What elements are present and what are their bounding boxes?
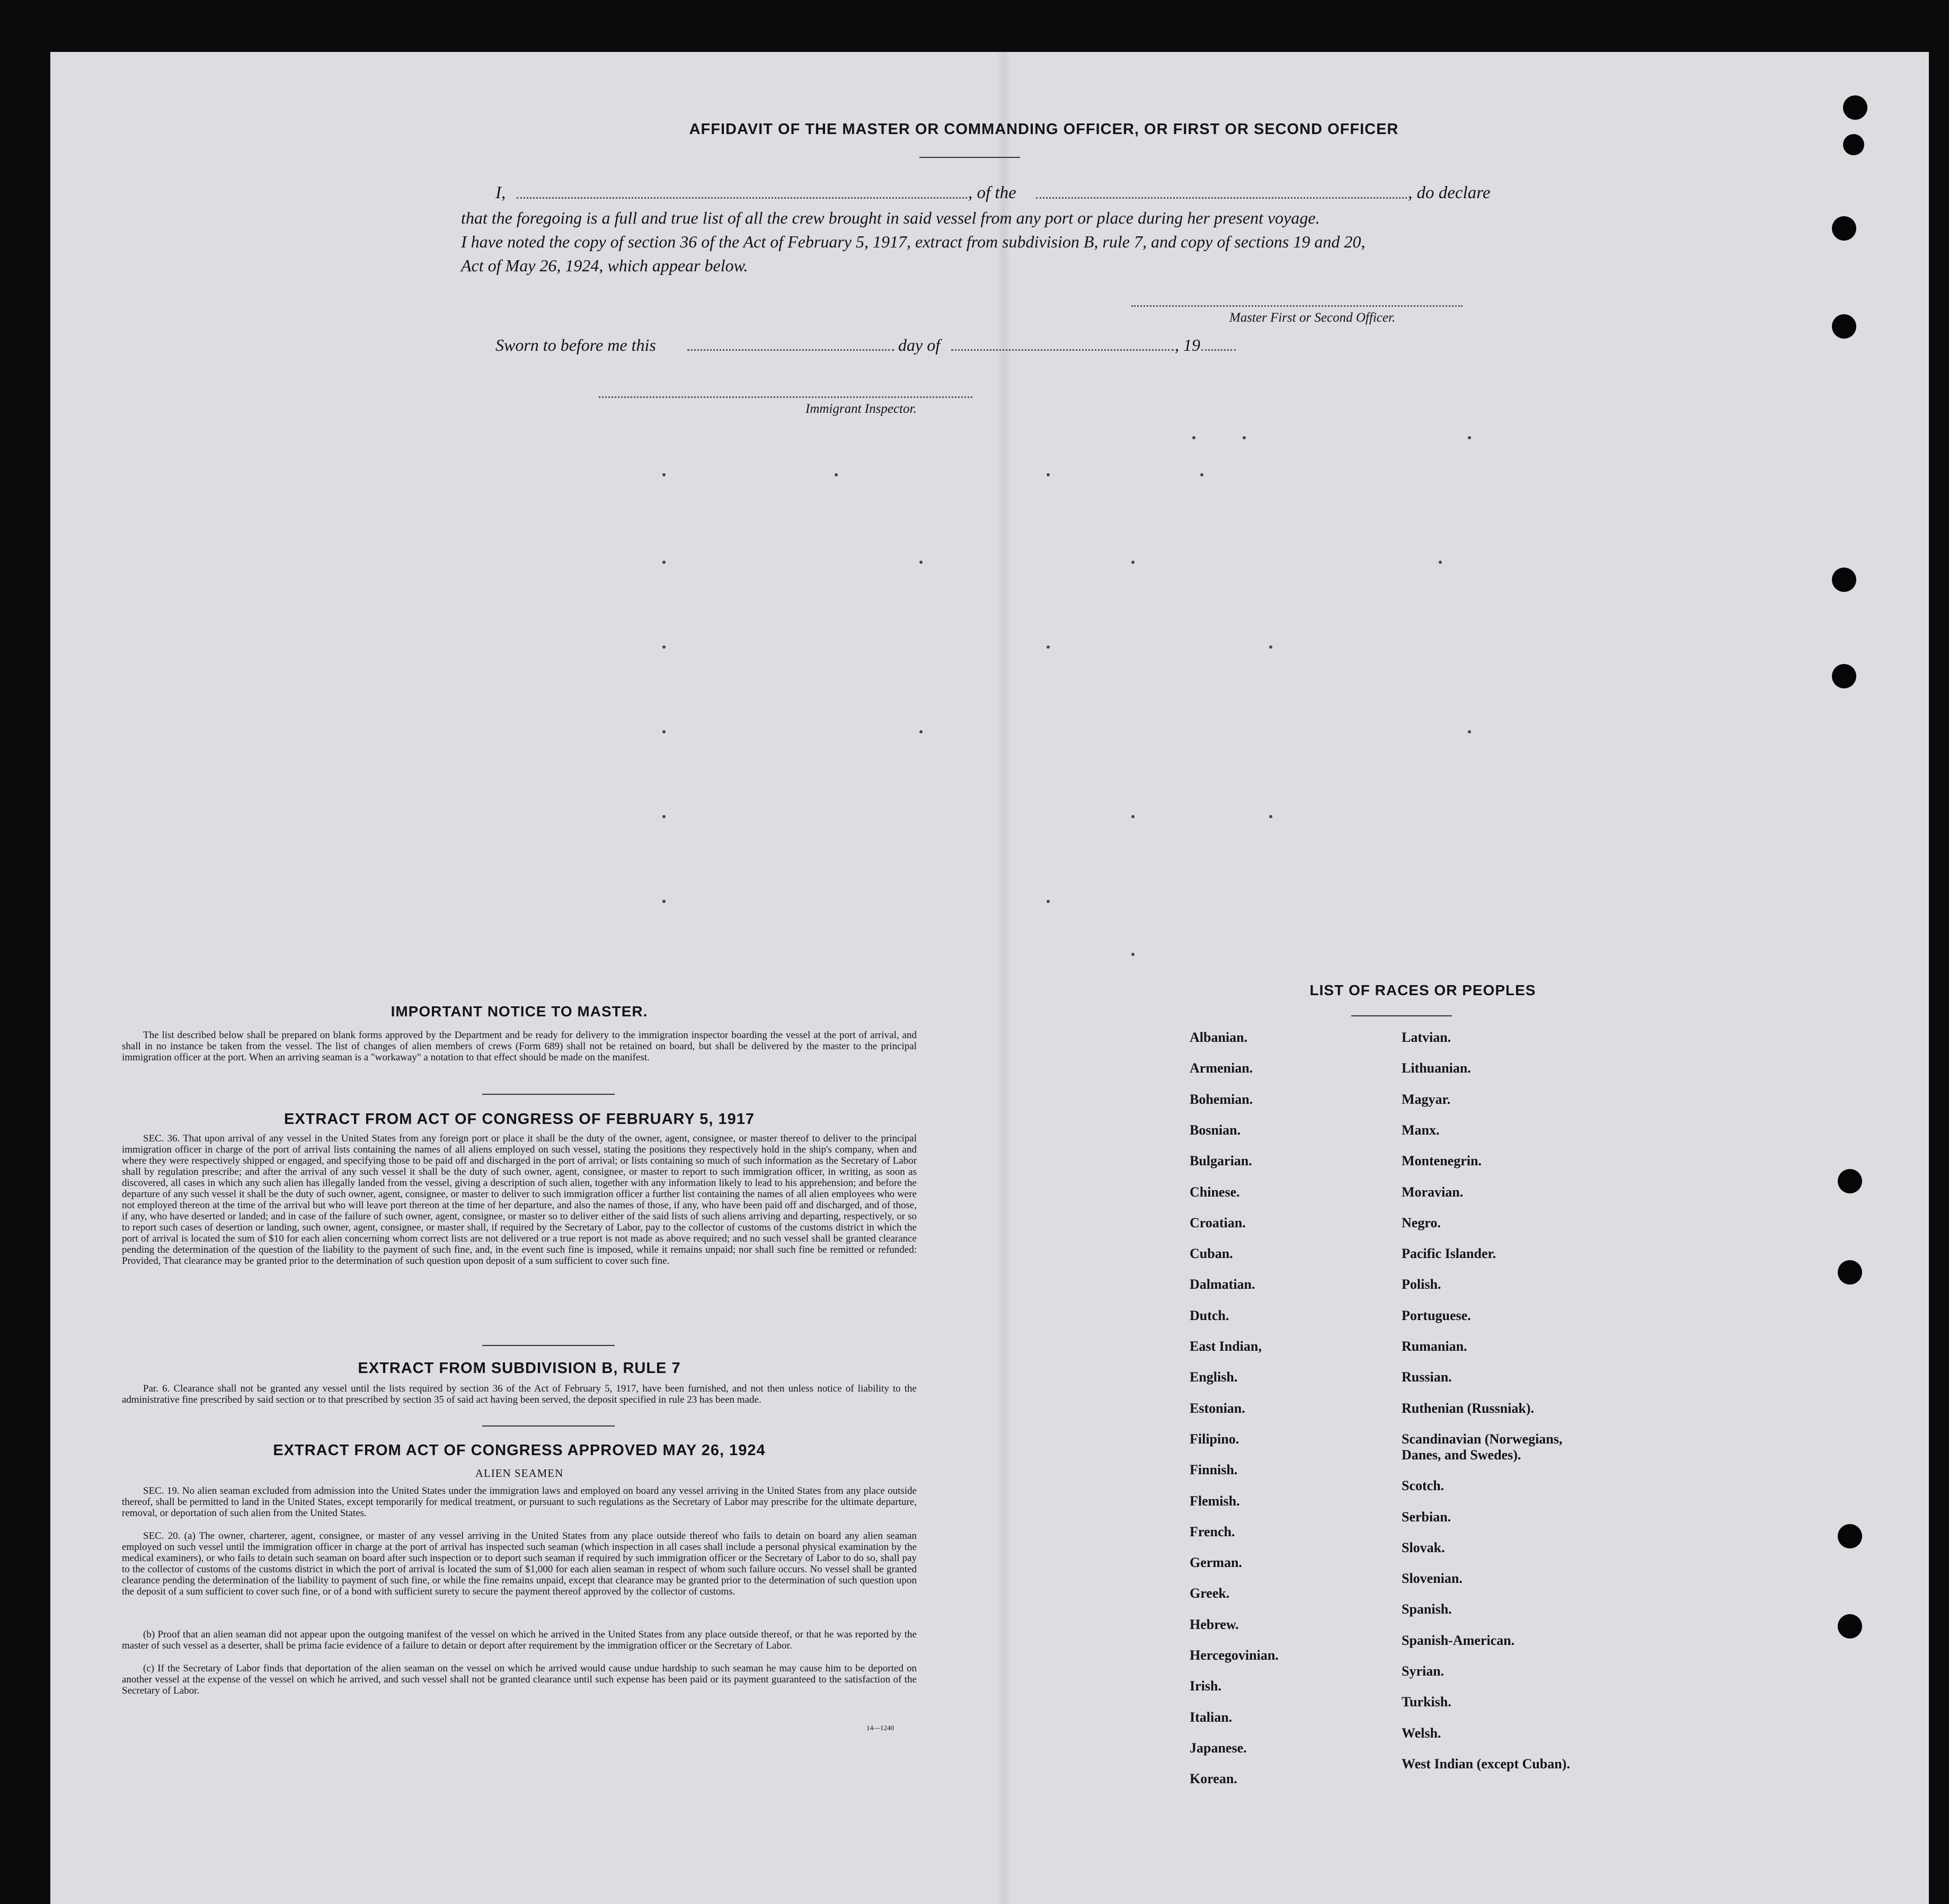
race-item: Negro.: [1402, 1215, 1441, 1230]
extract-1924-sec20c: (c) If the Secretary of Labor finds that deportation of the alien seaman on the vessel on which he arrived would cause undue hardship to such seaman he may cause him to be deported on another vessel at the expense of the vessel on which he arrived, and such vessel shall not be granted clearance until such expense has been paid or its payment guaranteed to the satisfaction of the Secretary of Labor.: [122, 1663, 917, 1696]
race-item: Bulgarian.: [1190, 1153, 1252, 1169]
notice-title: IMPORTANT NOTICE TO MASTER.: [391, 1003, 648, 1020]
races-title: LIST OF RACES OR PEOPLES: [1309, 982, 1536, 998]
divider: [482, 1345, 615, 1346]
extract-rule7-body: Par. 6. Clearance shall not be granted any vessel until the lists required by section 36 of the Act of February 5, 1917, have been furnished, and not then unless notice of liability to the administrative fine prescribed by said section or to that prescribed by section 35 of said act having been served, the deposit specified in rule 23 has been made.: [122, 1383, 917, 1405]
divider: [482, 1094, 615, 1095]
race-item: Dalmatian.: [1190, 1277, 1255, 1292]
race-item: Flemish.: [1190, 1493, 1240, 1509]
speck: [1047, 900, 1050, 903]
officer-signature-line: [1131, 305, 1463, 307]
race-item: Filipino.: [1190, 1431, 1239, 1447]
punch-hole: [1843, 95, 1867, 120]
vessel-blank: [1036, 197, 1407, 199]
speck: [1269, 815, 1272, 818]
race-item: Hercegovinian.: [1190, 1648, 1279, 1663]
officer-caption: Master First or Second Officer.: [1229, 311, 1396, 325]
race-item: Latvian.: [1402, 1030, 1451, 1045]
race-item: Italian.: [1190, 1709, 1233, 1725]
speck: [662, 730, 666, 733]
punch-hole: [1838, 1260, 1862, 1285]
speck: [1269, 645, 1272, 649]
affidavit-do-declare: , do declare: [1408, 183, 1491, 202]
race-item: Korean.: [1190, 1771, 1237, 1787]
divider: [482, 1425, 615, 1427]
affidavit-line-4: Act of May 26, 1924, which appear below.: [461, 256, 748, 275]
race-item: Irish.: [1190, 1678, 1221, 1694]
race-item: Lithuanian.: [1402, 1060, 1471, 1076]
race-item: Armenian.: [1190, 1060, 1253, 1076]
race-item: Dutch.: [1190, 1307, 1229, 1323]
punch-hole: [1838, 1524, 1862, 1548]
speck: [662, 900, 666, 903]
race-item: Serbian.: [1402, 1509, 1451, 1525]
speck: [1047, 645, 1050, 649]
punch-hole: [1832, 568, 1856, 592]
extract-1924-title: EXTRACT FROM ACT OF CONGRESS APPROVED MAY 26, 1924: [273, 1442, 766, 1459]
name-blank: [517, 197, 967, 199]
race-item: Montenegrin.: [1402, 1153, 1482, 1169]
inspector-caption: Immigrant Inspector.: [805, 402, 917, 416]
sworn-year-blank: [1201, 349, 1236, 351]
speck: [662, 645, 666, 649]
speck: [662, 473, 666, 476]
race-item: Welsh.: [1402, 1725, 1441, 1741]
race-item: Russian.: [1402, 1369, 1452, 1385]
notice-body: The list described below shall be prepared on blank forms approved by the Department and be ready for delivery to the immigration inspector boarding the vessel at the port of arrival, and shall in no instance be taken from the vessel. The list of changes of alien members of crews (Form 689) shall not be retained on board, but shall be delivered by the master to the principal immigration officer at the port. When an arriving seaman is a "workaway" a notation to that effect should be made on the manifest.: [122, 1030, 917, 1063]
speck: [919, 561, 923, 564]
race-item: Hebrew.: [1190, 1616, 1239, 1632]
punch-hole: [1832, 314, 1856, 339]
speck: [662, 561, 666, 564]
affidavit-line-2: that the foregoing is a full and true list of all the crew brought in said vessel from any port or place during her present voyage.: [461, 208, 1320, 227]
speck: [1192, 436, 1195, 439]
sworn-day-blank: [687, 349, 894, 351]
race-item: English.: [1190, 1369, 1238, 1385]
speck: [1468, 436, 1471, 439]
speck: [1243, 436, 1246, 439]
sworn-month-blank: [951, 349, 1174, 351]
race-item: Bosnian.: [1190, 1122, 1241, 1138]
speck: [1131, 953, 1135, 956]
extract-1924-sec20b: (b) Proof that an alien seaman did not appear upon the outgoing manifest of the vessel on which he arrived in the United States from any place outside thereof, or that he was reported by the master of such vessel as a deserter, shall be prima facie evidence of a failure to detain or deport after requirement by the immigration officer or the Secretary of Labor.: [122, 1629, 917, 1651]
race-item: French.: [1190, 1524, 1235, 1539]
race-item: Portuguese.: [1402, 1307, 1471, 1323]
race-item: West Indian (except Cuban).: [1402, 1756, 1570, 1772]
race-item: Ruthenian (Russniak).: [1402, 1400, 1534, 1416]
punch-hole: [1838, 1614, 1862, 1639]
affidavit-line-3: I have noted the copy of section 36 of the Act of February 5, 1917, extract from subdivision B, rule 7, and copy of sections 19 and 20,: [461, 232, 1366, 251]
speck: [1131, 561, 1135, 564]
extract-1924-subtitle: ALIEN SEAMEN: [475, 1467, 564, 1480]
affidavit-line-1: [495, 183, 1555, 205]
race-item: Bohemian.: [1190, 1091, 1253, 1107]
extract-rule7-title: EXTRACT FROM SUBDIVISION B, RULE 7: [358, 1360, 681, 1377]
race-item: Rumanian.: [1402, 1339, 1467, 1354]
affidavit-title: AFFIDAVIT OF THE MASTER OR COMMANDING OFFICER, OR FIRST OR SECOND OFFICER: [689, 121, 1399, 138]
race-item: Albanian.: [1190, 1030, 1248, 1045]
races-right-column: [1402, 1030, 1720, 1856]
race-item: Spanish.: [1402, 1601, 1452, 1617]
speck: [1439, 561, 1442, 564]
punch-hole: [1838, 1169, 1862, 1193]
race-item: Polish.: [1402, 1277, 1441, 1292]
sworn-line: [495, 335, 1290, 357]
punch-hole: [1843, 134, 1864, 155]
affidavit-of-the: , of the: [968, 183, 1016, 202]
race-item: Finnish.: [1190, 1462, 1238, 1478]
speck: [662, 815, 666, 818]
affidavit-i: I,: [495, 183, 506, 202]
race-item: Chinese.: [1190, 1184, 1240, 1200]
races-left-column: [1190, 1030, 1423, 1856]
race-item: East Indian,: [1190, 1339, 1262, 1354]
race-item: Manx.: [1402, 1122, 1440, 1138]
race-item: Greek.: [1190, 1586, 1230, 1601]
race-item: Croatian.: [1190, 1215, 1246, 1230]
race-item: Scandinavian (Norwegians,: [1402, 1431, 1563, 1447]
race-item: Japanese.: [1190, 1740, 1247, 1756]
race-item: Spanish-American.: [1402, 1632, 1515, 1648]
race-item: Cuban.: [1190, 1246, 1233, 1262]
extract-1917-body: SEC. 36. That upon arrival of any vessel in the United States from any foreign port or place it shall be the duty of the owner, agent, consignee, or master thereof to deliver to the principal immigration officer in charge of the port of arrival lists containing the names of all aliens employed on such vessel, stating the positions they respectively hold in the ship's company, when and where they were respectively shipped or engaged, and specifying those to be paid off and discharged in the port of arrival; or lists containing so much of such information as the Secretary of Labor shall by regulation prescribe; and after the arrival of any such vessel it shall be the duty of such owner, agent, consignee, or master to report to such immigration officer, in writing, as soon as discovered, all cases in which any such alien has illegally landed from the vessel, giving a description of such alien, together with any information likely to lead to his apprehension; and before the departure of any such vessel it shall be the duty of such owner, agent, consignee, or master to deliver to such immigration officer a further list containing the names of all alien employees who were not employed thereon at the time of the arrival but who will leave port thereon at the time of her departure, and also the names of those, if any, who have been paid off and discharged, and of those, if any, who have deserted or landed; and in case of the failure of such owner, agent, consignee, or master so to deliver either of the said lists of such aliens arriving and departing, respectively, or so to report such cases of desertion or landing, such owner, agent, consignee, or master shall, if required by the Secretary of Labor, pay to the collector of customs of the customs district in which the port of arrival is located the sum of $10 for each alien concerning whom correct lists are not delivered or a true report is not made as above required; and no such vessel shall be granted clearance pending the determination of the question of the liability to the payment of such fine, and, in the event such fine is imposed, while it remains unpaid; nor shall such fine be remitted or refunded: Provided, That clearance may be granted prior to the determination of such question upon deposit of a sum sufficient to cover such fine.: [122, 1133, 917, 1267]
speck: [1047, 473, 1050, 476]
race-item: Syrian.: [1402, 1663, 1445, 1679]
extract-1924-sec20a: SEC. 20. (a) The owner, charterer, agent, consignee, or master of any vessel arriving in the United States from any place outside thereof who fails to detain on board any alien seaman employed on such vessel until the immigration officer in charge at the port of arrival has inspected such seaman (which inspection in all cases shall include a personal physical examination by the medical examiners), or who fails to detain such seaman on board after such inspection or to deport such seaman if required by such immigration officer or the Secretary of Labor to do so, shall pay to the collector of customs of the customs district in which the port of arrival is located the sum of $1,000 for each alien seaman in respect of whom such failure occurs. No vessel shall be granted clearance pending the determination of the liability to payment of such fine, or while the fine remains unpaid, except that clearance may be granted prior to the determination of such question upon the deposit of a sum sufficient to cover such fine, or of a bond with sufficient surety to secure the payment thereof approved by the collector of customs.: [122, 1530, 917, 1597]
race-item: Magyar.: [1402, 1091, 1451, 1107]
inspector-signature-line: [599, 396, 972, 398]
speck: [1468, 730, 1471, 733]
divider: [919, 157, 1020, 158]
punch-hole: [1832, 216, 1856, 241]
race-item: Slovenian.: [1402, 1571, 1463, 1587]
speck: [1200, 473, 1203, 476]
race-item: Turkish.: [1402, 1694, 1451, 1710]
center-fold: [996, 52, 1011, 1904]
document-sheet: [50, 52, 1929, 1904]
extract-1917-title: EXTRACT FROM ACT OF CONGRESS OF FEBRUARY 5, 1917: [284, 1111, 755, 1128]
divider: [1351, 1015, 1452, 1016]
form-number: 14—1240: [866, 1724, 894, 1732]
race-item: Slovak.: [1402, 1539, 1445, 1555]
speck: [919, 730, 923, 733]
sworn-year: , 19: [1175, 335, 1200, 355]
race-item: Moravian.: [1402, 1184, 1464, 1200]
extract-1924-sec19: SEC. 19. No alien seaman excluded from admission into the United States under the immigration laws and employed on board any vessel arriving in the United States from any place outside thereof, shall be permitted to land in the United States, except temporarily for medical treatment, or pursuant to such regulations as the Secretary of Labor may prescribe for the ultimate departure, removal, or deportation of such alien from the United States.: [122, 1485, 917, 1519]
race-item: German.: [1190, 1555, 1242, 1571]
race-item: Pacific Islander.: [1402, 1246, 1496, 1262]
race-item: Estonian.: [1190, 1400, 1245, 1416]
race-item: Danes, and Swedes).: [1402, 1447, 1521, 1463]
punch-hole: [1832, 664, 1856, 688]
speck: [1131, 815, 1135, 818]
speck: [835, 473, 838, 476]
race-item: Scotch.: [1402, 1478, 1445, 1494]
sworn-text: Sworn to before me this: [495, 335, 656, 355]
sworn-day-of: day of: [898, 335, 941, 355]
